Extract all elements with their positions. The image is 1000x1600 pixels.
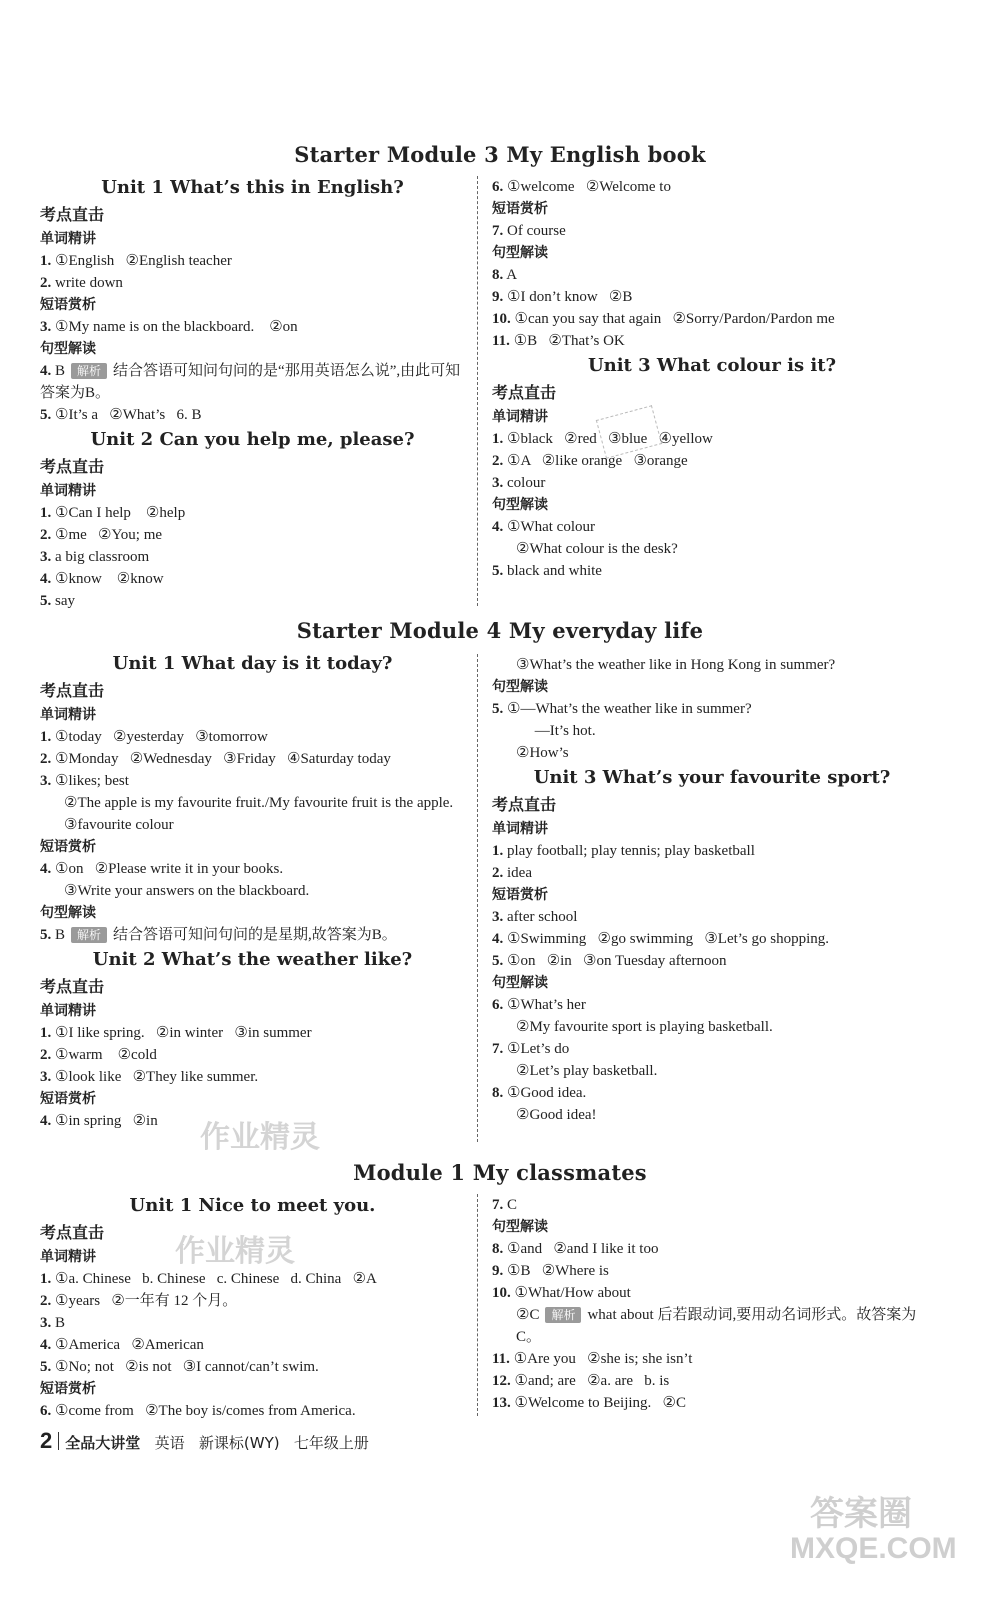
answer-text: ③favourite colour xyxy=(64,817,174,833)
answer-line xyxy=(492,1282,932,1304)
answer-text: ②C xyxy=(516,1307,540,1323)
answer-text: ①black ②red ③blue ④yellow xyxy=(507,431,713,447)
answer-line xyxy=(40,1022,465,1044)
answer-line xyxy=(492,1038,932,1060)
answer-text: ①years ②一年有 12 个月。 xyxy=(55,1293,238,1309)
answer-text: ①I don’t know ②B xyxy=(507,289,633,305)
page-footer xyxy=(40,1428,369,1454)
answer-text: ①B ②That’s OK xyxy=(513,333,625,349)
section-heading: 考点直击 xyxy=(40,457,105,476)
answer-line xyxy=(492,538,932,560)
answer-number: 4. xyxy=(40,861,52,877)
answer-line xyxy=(492,862,932,884)
answer-text: ①America ②American xyxy=(55,1337,204,1353)
unit-heading: Unit 2 What’s the weather like? xyxy=(92,949,413,970)
answer-number: 5. xyxy=(492,701,504,717)
answer-number: 1. xyxy=(40,729,52,745)
answer-number: 10. xyxy=(492,1285,511,1301)
footer-divider xyxy=(58,1432,59,1450)
answer-number: 11. xyxy=(492,1351,510,1367)
answer-line xyxy=(492,264,932,286)
answer-line xyxy=(40,814,465,836)
answer-line xyxy=(40,1356,465,1378)
subsection-heading: 句型解读 xyxy=(492,497,548,513)
column-divider xyxy=(477,176,478,606)
answer-line xyxy=(40,502,465,524)
answer-line xyxy=(40,316,465,338)
answer-text: B xyxy=(55,927,66,943)
answer-text: a big classroom xyxy=(55,549,150,565)
answer-text: ①No; not ②is not ③I cannot/can’t swim. xyxy=(55,1359,319,1375)
footer-subject: 英语 xyxy=(154,1434,185,1452)
subsection-heading: 单词精讲 xyxy=(40,1003,96,1019)
answer-text: ①likes; best xyxy=(55,773,129,789)
footer-brand: 全品大讲堂 xyxy=(65,1434,141,1452)
answer-text: ①me ②You; me xyxy=(55,527,163,543)
answer-line xyxy=(492,472,932,494)
answer-line xyxy=(492,1304,932,1348)
answer-text: ①—What’s the weather like in summer? xyxy=(507,701,752,717)
answer-number: 3. xyxy=(492,475,504,491)
module-4-left-column xyxy=(40,650,465,1132)
answer-number: 6. xyxy=(492,179,504,195)
answer-line xyxy=(492,560,932,582)
analysis-text: 结合答语可知问句问的是星期,故答案为B。 xyxy=(113,927,397,943)
answer-number: 3. xyxy=(40,773,52,789)
section-heading: 考点直击 xyxy=(40,681,105,700)
answer-line xyxy=(492,950,932,972)
answer-line xyxy=(40,1290,465,1312)
subsection-heading: 句型解读 xyxy=(492,1219,548,1235)
answer-number: 10. xyxy=(492,311,511,327)
answer-line xyxy=(492,906,932,928)
section-heading: 考点直击 xyxy=(492,383,557,402)
unit-heading: Unit 1 What day is it today? xyxy=(112,653,393,674)
answer-text: ①welcome ②Welcome to xyxy=(507,179,671,195)
column-divider xyxy=(477,654,478,1142)
answer-line xyxy=(492,994,932,1016)
module-4-right-column xyxy=(492,654,932,1126)
answer-line xyxy=(492,928,932,950)
answer-text: ①know ②know xyxy=(55,571,164,587)
answer-text: ①look like ②They like summer. xyxy=(55,1069,259,1085)
answer-text: ①Welcome to Beijing. ②C xyxy=(514,1395,686,1411)
answer-text: ③Write your answers on the blackboard. xyxy=(64,883,310,899)
answer-line xyxy=(40,792,465,814)
answer-text: say xyxy=(55,593,75,609)
watermark-logo: 答案圈 xyxy=(810,1494,912,1534)
answer-line xyxy=(492,840,932,862)
answer-line xyxy=(492,654,932,676)
subsection-heading: 单词精讲 xyxy=(40,707,96,723)
answer-line xyxy=(40,748,465,770)
watermark-text: 作业精灵 xyxy=(175,1234,295,1269)
unit-heading: Unit 1 Nice to meet you. xyxy=(129,1195,376,1216)
answer-number: 9. xyxy=(492,289,504,305)
subsection-heading: 短语赏析 xyxy=(40,297,96,313)
answer-number: 4. xyxy=(492,931,504,947)
answer-number: 7. xyxy=(492,1041,504,1057)
answer-number: 2. xyxy=(40,527,52,543)
answer-text: ②The apple is my favourite fruit./My favourite fruit is the apple. xyxy=(64,795,454,811)
answer-number: 6. xyxy=(40,1403,52,1419)
answer-number: 3. xyxy=(40,549,52,565)
answer-number: 1. xyxy=(40,1025,52,1041)
answer-text: C xyxy=(507,1197,518,1213)
answer-number: 3. xyxy=(492,909,504,925)
answer-line xyxy=(40,590,465,612)
answer-text: ①A ②like orange ③orange xyxy=(507,453,688,469)
answer-text: ①Monday ②Wednesday ③Friday ④Saturday today xyxy=(55,751,391,767)
watermark-text: 作业精灵 xyxy=(200,1120,320,1155)
answer-line xyxy=(492,1016,932,1038)
answer-text: ①and; are ②a. are b. is xyxy=(514,1373,670,1389)
subsection-heading: 短语赏析 xyxy=(40,839,96,855)
answer-number: 5. xyxy=(492,563,504,579)
module-title: Starter Module 3 My English book xyxy=(294,142,706,167)
answer-text: play football; play tennis; play basketball xyxy=(507,843,755,859)
answer-text: ①B ②Where is xyxy=(507,1263,609,1279)
analysis-tag: 解析 xyxy=(545,1307,581,1323)
watermark-url: MXQE.COM xyxy=(790,1532,957,1565)
answer-line xyxy=(40,1268,465,1290)
answer-number: 3. xyxy=(40,1069,52,1085)
answer-text: after school xyxy=(507,909,578,925)
answer-text: ①What/How about xyxy=(514,1285,631,1301)
subsection-heading: 短语赏析 xyxy=(40,1091,96,1107)
answer-text: ①Swimming ②go swimming ③Let’s go shopping. xyxy=(507,931,830,947)
module-3-left-column xyxy=(40,174,465,612)
section-heading: 考点直击 xyxy=(492,795,557,814)
answer-text: colour xyxy=(507,475,546,491)
answer-text: ①come from ②The boy is/comes from America. xyxy=(55,1403,356,1419)
answer-line xyxy=(40,404,465,426)
answer-text: ①Are you ②she is; she isn’t xyxy=(513,1351,693,1367)
answer-line xyxy=(492,450,932,472)
answer-number: 1. xyxy=(40,1271,52,1287)
answer-number: 6. xyxy=(492,997,504,1013)
answer-text: ②What colour is the desk? xyxy=(516,541,678,557)
answer-line xyxy=(40,924,465,946)
subsection-heading: 短语赏析 xyxy=(492,887,548,903)
module-title: Module 1 My classmates xyxy=(353,1160,647,1185)
answer-line xyxy=(492,1194,932,1216)
subsection-heading: 单词精讲 xyxy=(40,1249,96,1265)
answer-line xyxy=(492,1082,932,1104)
answer-number: 4. xyxy=(40,571,52,587)
analysis-tag: 解析 xyxy=(71,363,107,379)
answer-number: 2. xyxy=(40,1293,52,1309)
footer-grade: 七年级上册 xyxy=(293,1434,369,1452)
answer-text: Of course xyxy=(507,223,566,239)
answer-text: ①on ②Please write it in your books. xyxy=(55,861,284,877)
subsection-heading: 单词精讲 xyxy=(492,821,548,837)
answer-line xyxy=(492,330,932,352)
answer-number: 4. xyxy=(40,1113,52,1129)
answer-line xyxy=(492,1060,932,1082)
analysis-tag: 解析 xyxy=(71,927,107,943)
answer-number: 1. xyxy=(40,505,52,521)
answer-line xyxy=(492,698,932,720)
answer-text: black and white xyxy=(507,563,602,579)
answer-text: ①I like spring. ②in winter ③in summer xyxy=(55,1025,312,1041)
answer-number: 5. xyxy=(40,927,52,943)
answer-line xyxy=(492,428,932,450)
answer-text: ①What’s her xyxy=(507,997,586,1013)
answer-line xyxy=(40,1400,465,1422)
answer-text: ①can you say that again ②Sorry/Pardon/Pardon me xyxy=(514,311,835,327)
analysis-text: 结合答语可知问句问的是“那用英语怎么说”,由此可知答案为B。 xyxy=(40,363,461,401)
analysis-text: what about 后若跟动词,要用动名词形式。故答案为 C。 xyxy=(516,1307,917,1345)
answer-line xyxy=(492,308,932,330)
subsection-heading: 单词精讲 xyxy=(492,409,548,425)
answer-text: ①and ②and I like it too xyxy=(507,1241,659,1257)
answer-line xyxy=(492,1104,932,1126)
subsection-heading: 短语赏析 xyxy=(40,1381,96,1397)
section-heading: 考点直击 xyxy=(40,1223,105,1242)
answer-number: 2. xyxy=(40,275,52,291)
answer-number: 7. xyxy=(492,223,504,239)
subsection-heading: 句型解读 xyxy=(492,679,548,695)
answer-text: ①Can I help ②help xyxy=(55,505,186,521)
answer-text: ①My name is on the blackboard. ②on xyxy=(55,319,298,335)
answer-line xyxy=(492,1370,932,1392)
answer-line xyxy=(492,286,932,308)
answer-number: 8. xyxy=(492,1085,504,1101)
answer-number: 1. xyxy=(492,431,504,447)
answer-number: 3. xyxy=(40,1315,52,1331)
answer-text: ①in spring ②in xyxy=(55,1113,158,1129)
subsection-heading: 短语赏析 xyxy=(492,201,548,217)
answer-number: 5. xyxy=(40,1359,52,1375)
answer-text: B xyxy=(55,363,66,379)
answer-line xyxy=(40,568,465,590)
section-heading: 考点直击 xyxy=(40,205,105,224)
module-title: Starter Module 4 My everyday life xyxy=(296,618,704,643)
answer-number: 3. xyxy=(40,319,52,335)
answer-text: ③What’s the weather like in Hong Kong in summer? xyxy=(516,657,836,673)
answer-number: 4. xyxy=(40,363,52,379)
answer-number: 2. xyxy=(40,751,52,767)
answer-line xyxy=(40,770,465,792)
answer-number: 8. xyxy=(492,1241,504,1257)
answer-line xyxy=(40,726,465,748)
answer-text: ①warm ②cold xyxy=(55,1047,157,1063)
answer-number: 1. xyxy=(40,253,52,269)
answer-text: ①a. Chinese b. Chinese c. Chinese d. China ②A xyxy=(55,1271,377,1287)
answer-line xyxy=(40,858,465,880)
answer-text: ①Let’s do xyxy=(507,1041,570,1057)
answer-line xyxy=(40,1066,465,1088)
answer-number: 5. xyxy=(40,593,52,609)
answer-text: ①What colour xyxy=(507,519,596,535)
answer-line xyxy=(40,524,465,546)
answer-number: 13. xyxy=(492,1395,511,1411)
answer-line xyxy=(492,516,932,538)
answer-number: 5. xyxy=(492,953,504,969)
answer-text: ②Let’s play basketball. xyxy=(516,1063,658,1079)
unit-heading: Unit 3 What colour is it? xyxy=(587,355,837,376)
answer-line xyxy=(40,250,465,272)
answer-line xyxy=(492,1348,932,1370)
answer-number: 5. xyxy=(40,407,52,423)
subsection-heading: 句型解读 xyxy=(492,245,548,261)
answer-line xyxy=(40,880,465,902)
answer-text: A xyxy=(506,267,518,283)
column-divider xyxy=(477,1194,478,1416)
answer-text: ①Good idea. xyxy=(507,1085,587,1101)
answer-line xyxy=(492,742,932,764)
unit-heading: Unit 3 What’s your favourite sport? xyxy=(533,767,891,788)
answer-text: B xyxy=(55,1315,66,1331)
subsection-heading: 单词精讲 xyxy=(40,483,96,499)
subsection-heading: 句型解读 xyxy=(40,905,96,921)
footer-edition: 新课标(WY) xyxy=(198,1434,280,1452)
answer-line xyxy=(40,360,465,404)
answer-number: 2. xyxy=(492,865,504,881)
answer-line xyxy=(492,720,932,742)
answer-number: 2. xyxy=(492,453,504,469)
answer-text: —It’s hot. xyxy=(516,723,596,739)
answer-line xyxy=(40,1334,465,1356)
answer-line xyxy=(492,1392,932,1414)
answer-text: write down xyxy=(55,275,123,291)
answer-line xyxy=(40,546,465,568)
answer-text: ①today ②yesterday ③tomorrow xyxy=(55,729,268,745)
subsection-heading: 句型解读 xyxy=(40,341,96,357)
answer-text: ②How’s xyxy=(516,745,569,761)
module-3-right-column xyxy=(492,176,932,582)
subsection-heading: 单词精讲 xyxy=(40,231,96,247)
answer-text: ①on ②in ③on Tuesday afternoon xyxy=(507,953,727,969)
section-heading: 考点直击 xyxy=(40,977,105,996)
page-number: 2 xyxy=(40,1428,53,1453)
answer-number: 11. xyxy=(492,333,510,349)
answer-line xyxy=(492,220,932,242)
answer-text: ①It’s a ②What’s 6. B xyxy=(55,407,202,423)
answer-number: 1. xyxy=(492,843,504,859)
answer-number: 12. xyxy=(492,1373,511,1389)
answer-line xyxy=(40,1044,465,1066)
answer-line xyxy=(492,176,932,198)
module-1-right-column xyxy=(492,1194,932,1414)
answer-line xyxy=(492,1238,932,1260)
answer-number: 8. xyxy=(492,267,504,283)
unit-heading: Unit 1 What’s this in English? xyxy=(101,177,404,198)
answer-number: 7. xyxy=(492,1197,504,1213)
answer-line xyxy=(40,1312,465,1334)
answer-number: 2. xyxy=(40,1047,52,1063)
answer-number: 4. xyxy=(492,519,504,535)
answer-number: 4. xyxy=(40,1337,52,1353)
answer-number: 9. xyxy=(492,1263,504,1279)
answer-text: ①English ②English teacher xyxy=(55,253,232,269)
answer-text: idea xyxy=(507,865,532,881)
answer-text: ②My favourite sport is playing basketball. xyxy=(516,1019,773,1035)
unit-heading: Unit 2 Can you help me, please? xyxy=(90,429,415,450)
answer-text: ②Good idea! xyxy=(516,1107,597,1123)
subsection-heading: 句型解读 xyxy=(492,975,548,991)
answer-line xyxy=(40,272,465,294)
answer-line xyxy=(492,1260,932,1282)
